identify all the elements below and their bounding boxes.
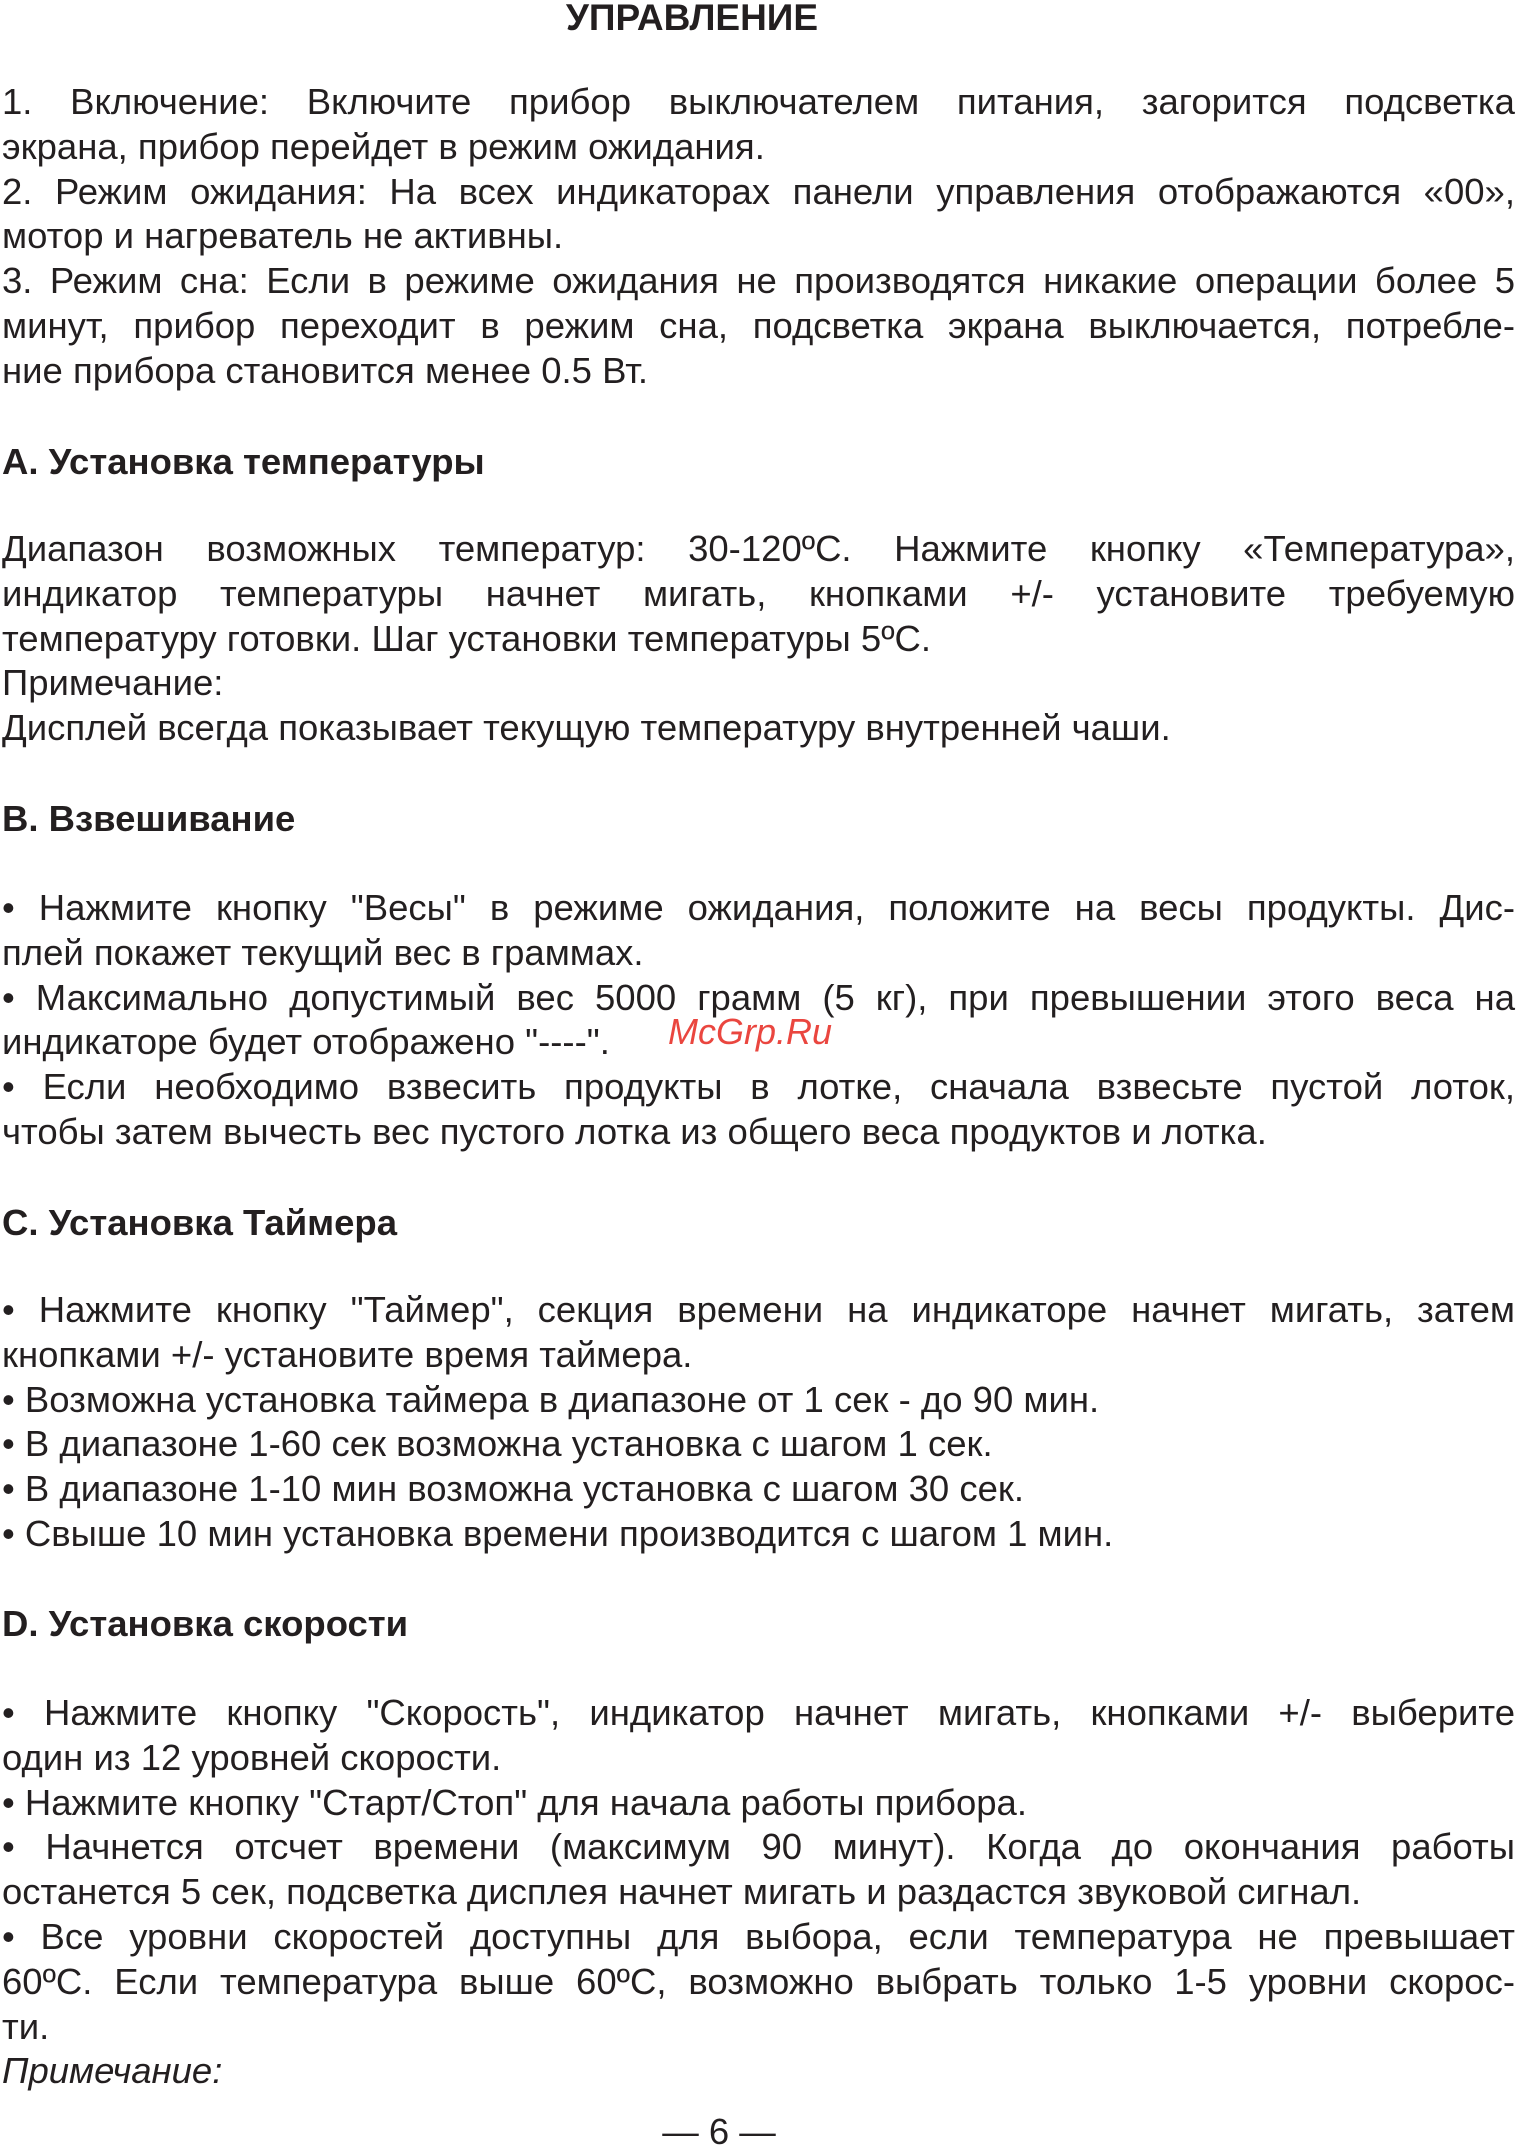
text-line: • В диапазоне 1-10 мин возможна установка с шагом 30 сек. (2, 1468, 1025, 1510)
text-line: мотор и нагреватель не активны. (2, 215, 564, 257)
text-line: • В диапазоне 1-60 сек возможна установка с шагом 1 сек. (2, 1423, 993, 1465)
text-line: экрана, прибор перейдет в режим ожидания. (2, 125, 765, 167)
section-b-heading: В. Взвешивание (2, 798, 296, 839)
page-number: — 6 — (662, 2111, 776, 2152)
text-line: • Нажмите кнопку "Таймер", секция времени на индикаторе начнет мигать, затем (2, 1289, 1515, 1330)
text-line: • Все уровни скоростей доступны для выбора, если температура не превышает (2, 1915, 1515, 1957)
text-line: 2. Режим ожидания: На всех индикаторах панели управления отображаются «00», (2, 170, 1515, 212)
text-line: ти. (2, 2005, 50, 2047)
text-line: кнопками +/- установите время таймера. (2, 1333, 693, 1375)
text-line: ние прибора становится менее 0.5 Вт. (2, 349, 649, 391)
text-line: Диапазон возможных температур: 30-120ºС. Нажмите кнопку «Температура», (2, 528, 1515, 569)
text-line: • Максимально допустимый вес 5000 грамм (5 кг), при превышении этого веса на (2, 976, 1515, 1018)
section-d-body (2, 1691, 1515, 2094)
section-a-heading: А. Установка температуры (2, 441, 485, 482)
text-line: • Если необходимо взвесить продукты в лотке, сначала взвесьте пустой лоток, (2, 1066, 1515, 1108)
intro-paragraph (2, 80, 1515, 394)
text-line: останется 5 сек, подсветка дисплея начнет мигать и раздастся звуковой сигнал. (2, 1871, 1362, 1913)
text-line: индикаторе будет отображено "----". (2, 1021, 610, 1063)
text-line: чтобы затем вычесть вес пустого лотка из общего веса продуктов и лотка. (2, 1110, 1267, 1152)
section-d-heading: D. Установка скорости (2, 1603, 409, 1644)
text-line: • Нажмите кнопку "Старт/Стоп" для начала работы прибора. (2, 1781, 1027, 1823)
text-line: температуру готовки. Шаг установки температуры 5ºС. (2, 617, 932, 659)
text-line: • Начнется отсчет времени (максимум 90 минут). Когда до окончания работы (2, 1826, 1515, 1868)
text-line: 3. Режим сна: Если в режиме ожидания не производятся никакие операции более 5 (2, 260, 1515, 302)
text-line: • Свыше 10 мин установка времени производится с шагом 1 мин. (2, 1512, 1114, 1554)
text-line: минут, прибор переходит в режим сна, подсветка экрана выключается, потребле- (2, 304, 1515, 346)
text-line: 60ºС. Если температура выше 60ºС, возможно выбрать только 1-5 уровни скорос- (2, 1960, 1515, 2002)
watermark: McGrp.Ru (668, 1011, 833, 1052)
text-line: 1. Включение: Включите прибор выключателем питания, загорится подсветка (2, 81, 1515, 122)
text-line: Примечание: (2, 662, 224, 704)
section-a-body (2, 527, 1515, 751)
text-line: индикатор температуры начнет мигать, кнопками +/- установите требуемую (2, 572, 1515, 614)
text-line: • Нажмите кнопку "Скорость", индикатор начнет мигать, кнопками +/- выберите (2, 1692, 1515, 1733)
section-c-heading: С. Установка Таймера (2, 1202, 398, 1243)
text-line: • Возможна установка таймера в диапазоне от 1 сек - до 90 мин. (2, 1378, 1100, 1420)
text-line: • Нажмите кнопку "Весы" в режиме ожидания, положите на весы продукты. Дис- (2, 887, 1515, 928)
section-c-body (2, 1288, 1515, 1557)
text-line: один из 12 уровней скорости. (2, 1736, 502, 1778)
note-label: Примечание: (2, 2050, 223, 2092)
text-line: плей покажет текущий вес в граммах. (2, 931, 644, 973)
page-title: УПРАВЛЕНИЕ (565, 0, 819, 38)
text-line: Дисплей всегда показывает текущую температуру внутренней чаши. (2, 707, 1171, 749)
